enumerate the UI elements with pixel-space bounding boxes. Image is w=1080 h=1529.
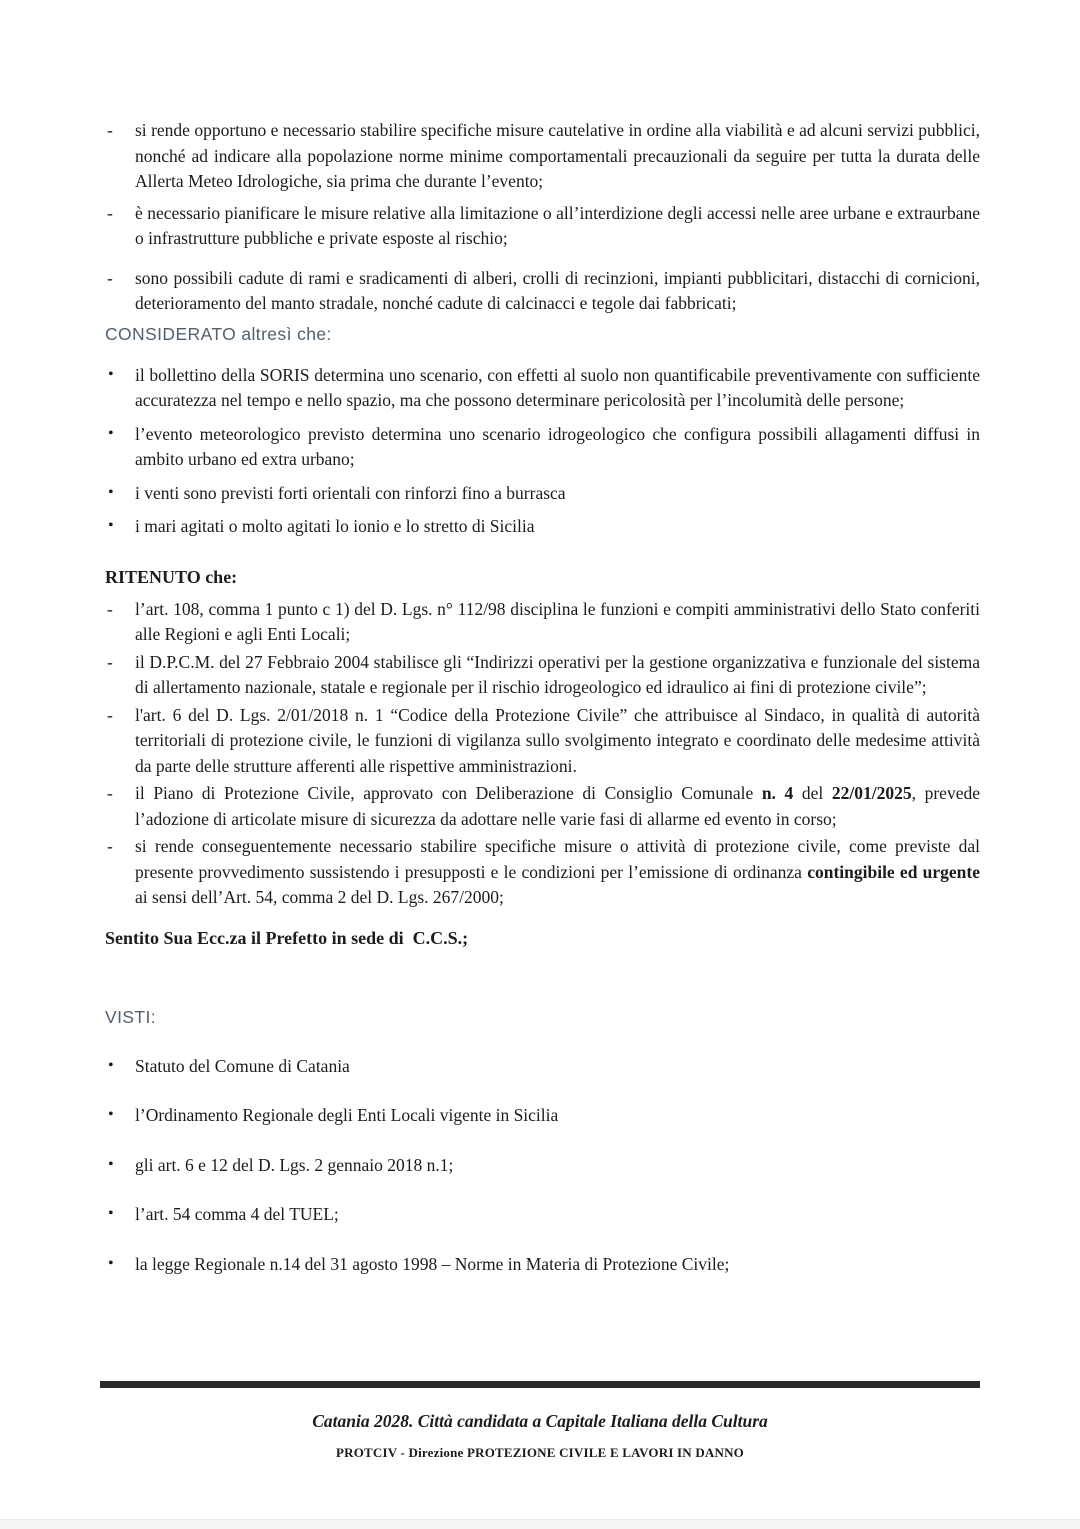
page-bottom-edge [0,1519,1080,1529]
ritenuto-dash-list [105,597,980,911]
page-footer [100,1381,980,1461]
list-item: • Statuto del Comune di Catania [105,1054,980,1080]
list-item: - sono possibili cadute di rami e sradicamenti di alberi, crolli di recinzioni, impianti pubblicitari, distacchi di cornicioni, deterioramento del manto stradale, nonché cadute di calcinacci e tegole dai fabbricati; [105,266,980,317]
ritenuto-heading: RITENUTO che: [105,566,238,587]
list-item: • la legge Regionale n.14 del 31 agosto 1998 – Norme in Materia di Protezione Civile; [105,1252,980,1278]
list-item: - si rende conseguentemente necessario stabilire specifiche misure o attività di protezione civile, come previste dal presente provvedimento sussistendo i presupposti e le condizioni per l’emissione di ordinanza contingibile ed urgente ai sensi dell’Art. 54, comma 2 del D. Lgs. 267/2000; [105,834,980,911]
list-item: • il bollettino della SORIS determina uno scenario, con effetti al suolo non quantificabile preventivamente con sufficiente accuratezza nel tempo e nello spazio, ma che possono determinare pericolosità per l’incolumità delle persone; [105,363,980,414]
list-item: - l’art. 108, comma 1 punto c 1) del D. Lgs. n° 112/98 disciplina le funzioni e compiti amministrativi dello Stato conferiti alle Regioni e agli Enti Locali; [105,597,980,648]
list-item: • l’art. 54 comma 4 del TUEL; [105,1202,980,1228]
list-item: - si rende opportuno e necessario stabilire specifiche misure cautelative in ordine alla viabilità e ad alcuni servizi pubblici, nonché ad indicare alla popolazione norme minime comportamentali precauzionali da seguire per tutta la durata delle Allerta Meteo Idrologiche, sia prima che durante l’evento; [105,118,980,195]
document-body [105,118,980,1301]
list-item: - il Piano di Protezione Civile, approvato con Deliberazione di Consiglio Comunale n. 4 del 22/01/2025, prevede l’adozione di articolate misure di sicurezza da adottare nelle varie fasi di allarme ed evento in corso; [105,781,980,832]
footer-direction-line: PROTCIV - Direzione PROTEZIONE CIVILE E LAVORI IN DANNO [335,1445,744,1460]
considerato-heading: CONSIDERATO altresì che: [105,323,332,344]
list-item: • l’Ordinamento Regionale degli Enti Locali vigente in Sicilia [105,1103,980,1129]
sentito-prefetto-line: Sentito Sua Ecc.za il Prefetto in sede di C.C.S.; [105,927,469,948]
visti-heading: VISTI: [105,1006,157,1027]
list-item: - l'art. 6 del D. Lgs. 2/01/2018 n. 1 “Codice della Protezione Civile” che attribuisce al Sindaco, in qualità di autorità territoriali di protezione civile, le funzioni di vigilanza sullo svolgimento integrato e coordinato delle medesime attività da parte delle strutture afferenti alle rispettive amministrazioni. [105,703,980,780]
premise-dash-list [105,118,980,317]
visti-bullet-list [105,1054,980,1278]
considerato-bullet-list [105,363,980,540]
list-item: - è necessario pianificare le misure relative alla limitazione o all’interdizione degli accessi nelle aree urbane e extraurbane o infrastrutture pubbliche e private esposte al rischio; [105,201,980,252]
list-item: • i venti sono previsti forti orientali con rinforzi fino a burrasca [105,481,980,507]
list-item: - il D.P.C.M. del 27 Febbraio 2004 stabilisce gli “Indirizzi operativi per la gestione organizzativa e funzionale del sistema di allertamento nazionale, statale e regionale per il rischio idrogeologico ed idraulico ai fini di protezione civile”; [105,650,980,701]
footer-rule [100,1381,980,1388]
footer-candidacy-line: Catania 2028. Città candidata a Capitale Italiana della Cultura [312,1411,768,1431]
list-item: • gli art. 6 e 12 del D. Lgs. 2 gennaio 2018 n.1; [105,1153,980,1179]
list-item: • i mari agitati o molto agitati lo ionio e lo stretto di Sicilia [105,514,980,540]
list-item: • l’evento meteorologico previsto determina uno scenario idrogeologico che configura possibili allagamenti diffusi in ambito urbano ed extra urbano; [105,422,980,473]
